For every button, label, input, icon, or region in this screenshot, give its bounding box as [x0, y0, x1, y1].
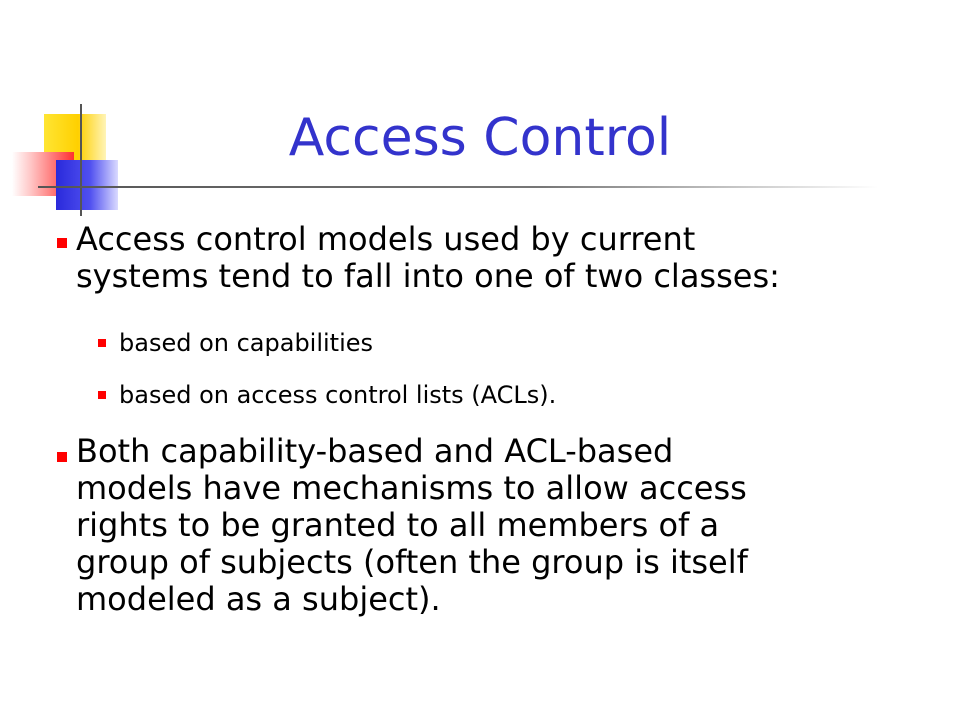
bullet-2-line-1: Both capability-based and ACL-based — [76, 432, 674, 470]
blue-square-shape — [56, 160, 118, 210]
bullet-marker — [57, 452, 67, 462]
title-underline — [38, 186, 878, 188]
bullet-2-line-4: group of subjects (often the group is itself — [76, 543, 748, 581]
sub-bullet-marker — [98, 339, 106, 347]
bullet-2-line-2: models have mechanisms to allow access — [76, 469, 747, 507]
bullet-2-text — [76, 433, 936, 618]
bullet-marker — [57, 238, 67, 248]
sub-bullet-capabilities: based on capabilities — [119, 329, 374, 357]
sub-bullet-acls: based on access control lists (ACLs). — [119, 381, 557, 409]
bullet-1-line-1: Access control models used by current — [76, 220, 696, 258]
bullet-2-line-3: rights to be granted to all members of a — [76, 506, 720, 544]
bullet-1-text — [76, 221, 936, 295]
vertical-rule — [80, 104, 82, 216]
bullet-1-line-2: systems tend to fall into one of two classes: — [76, 257, 780, 295]
bullet-2-line-5: modeled as a subject). — [76, 580, 441, 618]
slide-title: Access Control — [288, 108, 672, 168]
sub-bullet-marker — [98, 391, 106, 399]
